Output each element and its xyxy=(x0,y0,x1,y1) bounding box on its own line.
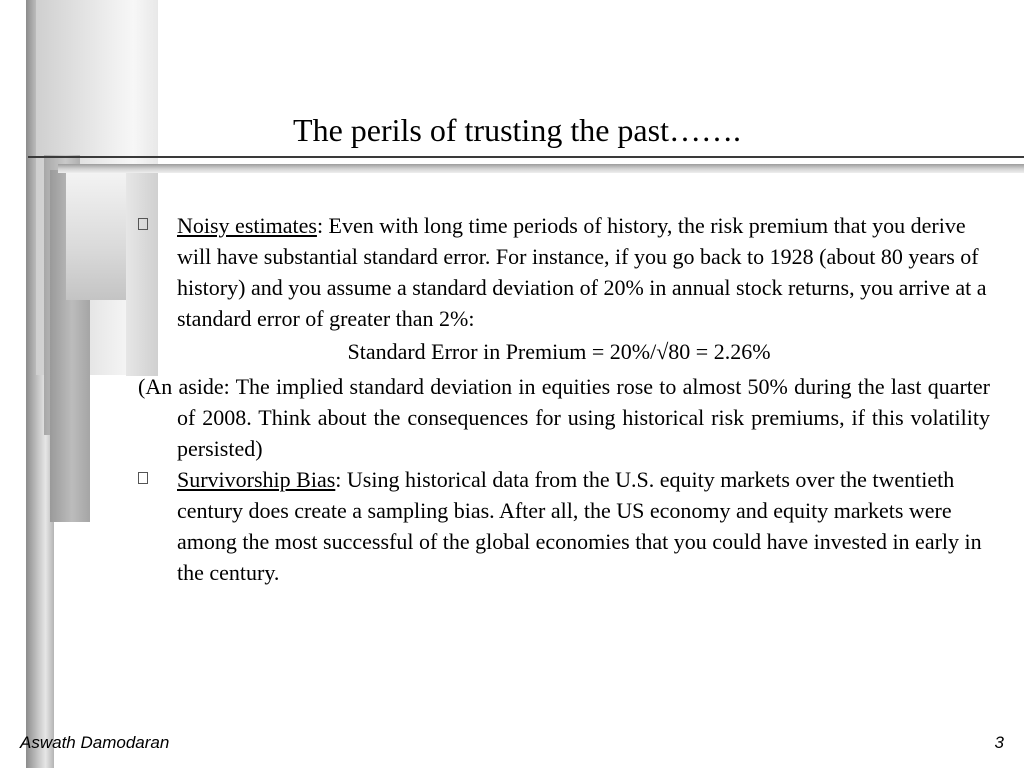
footer-author: Aswath Damodaran xyxy=(20,733,170,752)
bullet-icon xyxy=(138,218,148,230)
title-rule-shade xyxy=(58,164,1024,173)
formula: Standard Error in Premium = 20%/√80 = 2.26% xyxy=(347,339,771,364)
decor-bar xyxy=(66,170,126,300)
bullet-text: : Even with long time periods of history, the risk premium that you derive will have substantial standard error. For instance, if you go back to 1928 (about 80 years of history) and you assume a standard deviation of 20% in annual stock returns, you arrive at a standard error of greater than 2%: xyxy=(177,213,987,331)
slide-title: The perils of trusting the past……. xyxy=(293,112,741,148)
title-rule xyxy=(28,156,1024,158)
bullet-icon xyxy=(138,472,148,484)
bullet-item-survivorship-bias xyxy=(138,464,990,588)
slide-body xyxy=(138,210,990,588)
bullet-term: Survivorship Bias xyxy=(177,467,336,492)
page-number: 3 xyxy=(994,733,1004,752)
bullet-item-noisy-estimates xyxy=(138,210,990,334)
bullet-text: : Using historical data from the U.S. equity markets over the twentieth century does create a sampling bias. After all, the US economy and equity markets were among the most successful of the global economies that you could have invested in early in the century. xyxy=(177,467,982,585)
aside-note: (An aside: The implied standard deviation in equities rose to almost 50% during the last quarter of 2008. Think about the consequences for using historical risk premiums, if this volatility persisted) xyxy=(138,374,990,461)
bullet-term: Noisy estimates xyxy=(177,213,317,238)
